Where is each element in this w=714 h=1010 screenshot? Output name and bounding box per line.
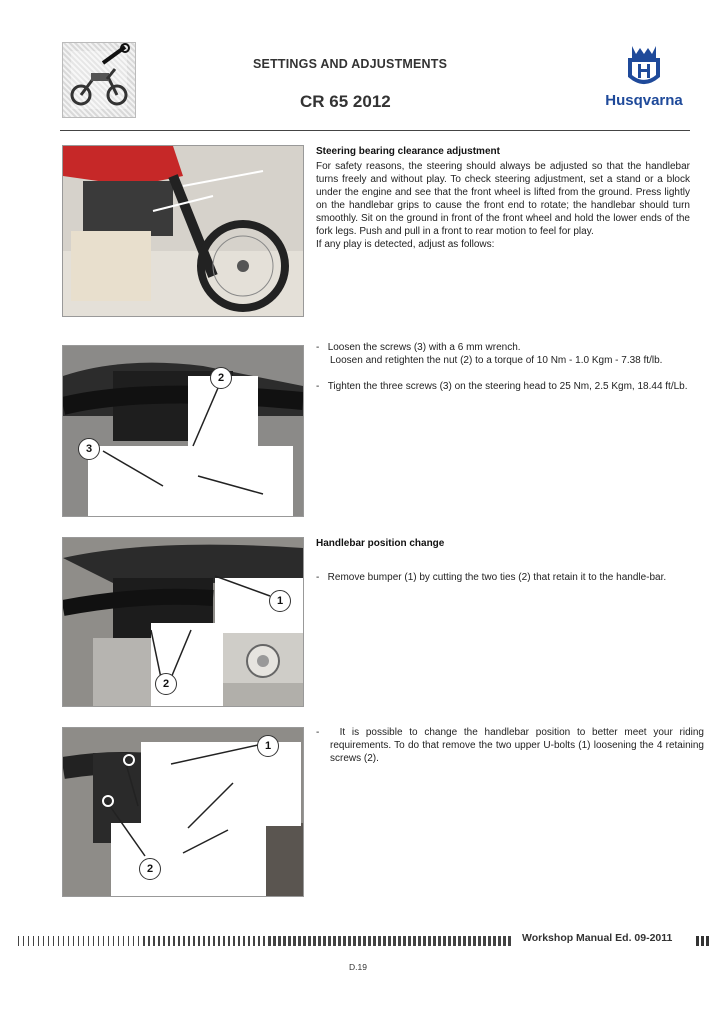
handlebar-bumper-photo <box>62 537 304 707</box>
callout-1: 1 <box>269 590 291 612</box>
model-title: CR 65 2012 <box>300 92 391 111</box>
callout-2: 2 <box>139 858 161 880</box>
step-text: It is possible to change the handlebar position to better meet your riding requirements. To do that remove the two upper U-bolts (1) loosening the 4 retaining screws (2). <box>330 727 704 764</box>
step-text: Loosen the screws (3) with a 6 mm wrench. <box>327 342 521 353</box>
footer-end-blocks <box>696 933 710 943</box>
callout-3: 3 <box>78 438 100 460</box>
steering-paragraph-end: If any play is detected, adjust as follows: <box>316 239 495 250</box>
steering-heading: Steering bearing clearance adjustment <box>316 146 500 157</box>
callout-2: 2 <box>210 367 232 389</box>
page-number: D.19 <box>349 962 367 972</box>
handlebar-ubolt-photo <box>62 727 304 897</box>
callout-2: 2 <box>155 673 177 695</box>
steering-head-photo <box>62 345 304 517</box>
callout-1: 1 <box>257 735 279 757</box>
steering-bearing-photo <box>62 145 304 317</box>
step-change-handlebar: - It is possible to change the handlebar position to better meet your riding requirements. To do that remove the two upper U-bolts (1) loosening the 4 retaining screws (2). <box>316 727 704 764</box>
bullet-marker: - <box>316 342 320 353</box>
step-text: Tighten the three screws (3) on the steering head to 25 Nm, 2.5 Kgm, 18.44 ft/Lb. <box>327 381 688 392</box>
footer-barcode-strip <box>18 933 518 943</box>
brand-name: Husqvarna <box>605 92 683 109</box>
step-text-2: Loosen and retighten the nut (2) to a torque of 10 Nm - 1.0 Kgm - 7.38 ft/lb. <box>330 355 663 366</box>
header-divider <box>60 130 690 131</box>
step-remove-bumper: - Remove bumper (1) by cutting the two ties (2) that retain it to the handle-bar. <box>316 572 667 583</box>
step-loosen-screws <box>316 341 704 367</box>
footer-edition: Workshop Manual Ed. 09-2011 <box>522 932 673 944</box>
step-text: Remove bumper (1) by cutting the two ties (2) that retain it to the handle-bar. <box>327 572 667 583</box>
bullet-marker: - <box>316 381 320 392</box>
section-title: SETTINGS AND ADJUSTMENTS <box>253 57 448 71</box>
motorcycle-wrench-icon <box>62 42 136 118</box>
handlebar-heading: Handlebar position change <box>316 538 445 549</box>
steering-paragraph: For safety reasons, the steering should always be adjusted so that the handlebar turns freely and without play. To check steering adjustment, set a stand or a block under the engine and see that the front wheel is lifted from the ground. Press lightly on the handlebar grips to cause the front end to rotate; the handlebar should turn smoothly. Sit on the ground in front of the front wheel and hold the lower ends of the fork legs. Push and pull in a front to rear motion to feel for play. <box>316 161 690 237</box>
step-tighten-screws <box>316 380 704 393</box>
